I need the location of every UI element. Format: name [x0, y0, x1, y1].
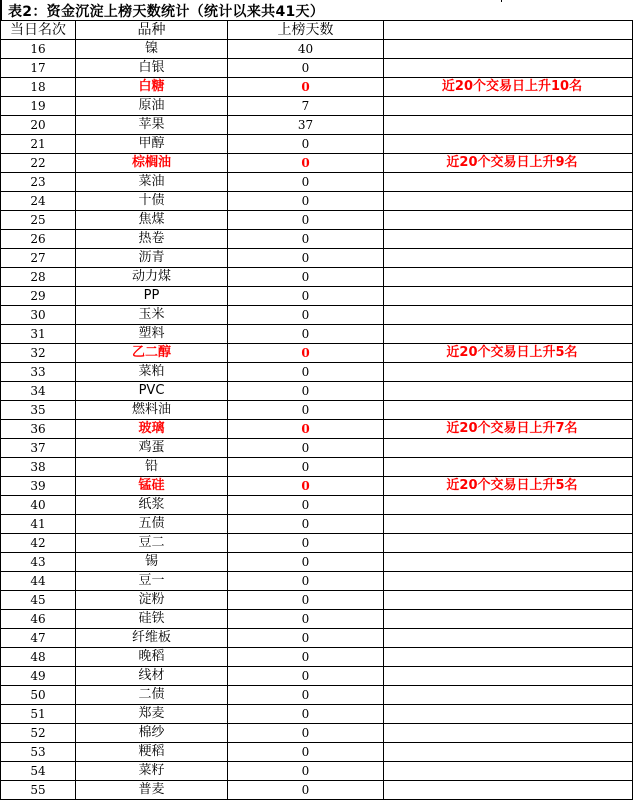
- table-row: [1, 667, 633, 686]
- days-cell[interactable]: 0: [228, 781, 384, 800]
- product-cell[interactable]: 棕榈油: [76, 154, 228, 173]
- rank-cell[interactable]: 37: [1, 439, 76, 458]
- days-cell[interactable]: 0: [228, 572, 384, 591]
- note-cell[interactable]: [384, 553, 633, 572]
- rank-cell[interactable]: 18: [1, 78, 76, 97]
- note-cell[interactable]: [384, 401, 633, 420]
- note-text: 近20个交易日上升5名: [446, 478, 578, 493]
- table-row: [1, 173, 633, 192]
- rank-cell[interactable]: 20: [1, 116, 76, 135]
- table-row: [1, 572, 633, 591]
- note-cell[interactable]: [384, 268, 633, 287]
- product-cell[interactable]: 乙二醇: [76, 344, 228, 363]
- note-cell[interactable]: [384, 59, 633, 78]
- days-cell[interactable]: 0: [228, 382, 384, 401]
- table-row: [1, 477, 633, 496]
- note-cell[interactable]: [384, 610, 633, 629]
- note-cell[interactable]: [384, 705, 633, 724]
- table-row: [1, 420, 633, 439]
- note-cell[interactable]: [384, 135, 633, 154]
- product-cell[interactable]: 菜油: [76, 173, 228, 192]
- table-row: [1, 401, 633, 420]
- rank-cell[interactable]: 51: [1, 705, 76, 724]
- rank-cell[interactable]: 32: [1, 344, 76, 363]
- product-cell[interactable]: PP: [76, 287, 228, 306]
- rank-cell[interactable]: 39: [1, 477, 76, 496]
- table-row: [1, 154, 633, 173]
- table-row: [1, 211, 633, 230]
- days-cell[interactable]: 0: [228, 439, 384, 458]
- rank-cell[interactable]: 38: [1, 458, 76, 477]
- table-row: [1, 610, 633, 629]
- product-cell[interactable]: 铅: [76, 458, 228, 477]
- days-cell[interactable]: 0: [228, 344, 384, 363]
- table-row: [1, 515, 633, 534]
- ranking-table: [0, 20, 633, 800]
- product-cell[interactable]: 菜籽: [76, 762, 228, 781]
- days-cell[interactable]: 0: [228, 154, 384, 173]
- product-cell[interactable]: 纸浆: [76, 496, 228, 515]
- note-text: 近20个交易日上升10名: [441, 79, 583, 94]
- product-cell[interactable]: 玉米: [76, 306, 228, 325]
- note-cell[interactable]: [384, 363, 633, 382]
- note-cell[interactable]: [384, 534, 633, 553]
- note-cell[interactable]: [384, 629, 633, 648]
- title-cell-divider-mark: [501, 0, 502, 2]
- days-cell[interactable]: 0: [228, 515, 384, 534]
- days-cell[interactable]: 0: [228, 648, 384, 667]
- header-days[interactable]: 上榜天数: [228, 21, 384, 40]
- table-row: [1, 344, 633, 363]
- note-cell[interactable]: [384, 116, 633, 135]
- product-cell[interactable]: 粳稻: [76, 743, 228, 762]
- note-cell[interactable]: [384, 154, 633, 173]
- days-cell[interactable]: 0: [228, 192, 384, 211]
- days-cell[interactable]: 0: [228, 591, 384, 610]
- table-row: [1, 116, 633, 135]
- product-cell[interactable]: 原油: [76, 97, 228, 116]
- note-cell[interactable]: [384, 496, 633, 515]
- days-cell[interactable]: 0: [228, 724, 384, 743]
- product-cell[interactable]: 二债: [76, 686, 228, 705]
- table-row: [1, 287, 633, 306]
- product-cell[interactable]: 豆一: [76, 572, 228, 591]
- days-cell[interactable]: 0: [228, 420, 384, 439]
- table-row: [1, 534, 633, 553]
- table-row: [1, 382, 633, 401]
- rank-cell[interactable]: 23: [1, 173, 76, 192]
- header-row: [1, 21, 633, 40]
- days-cell[interactable]: 37: [228, 116, 384, 135]
- table-row: [1, 306, 633, 325]
- table-row: [1, 97, 633, 116]
- days-cell[interactable]: 0: [228, 667, 384, 686]
- table-row: [1, 648, 633, 667]
- table-row: [1, 249, 633, 268]
- table-row: [1, 705, 633, 724]
- days-cell[interactable]: 0: [228, 629, 384, 648]
- rank-cell[interactable]: 55: [1, 781, 76, 800]
- product-cell[interactable]: 镍: [76, 40, 228, 59]
- rank-cell[interactable]: 26: [1, 230, 76, 249]
- rank-cell[interactable]: 54: [1, 762, 76, 781]
- table-row: [1, 629, 633, 648]
- title-left-border: [0, 0, 2, 20]
- note-cell[interactable]: [384, 743, 633, 762]
- table-row: [1, 230, 633, 249]
- note-cell[interactable]: [384, 515, 633, 534]
- days-cell[interactable]: 0: [228, 306, 384, 325]
- table-row: [1, 135, 633, 154]
- days-cell[interactable]: 40: [228, 40, 384, 59]
- note-cell[interactable]: [384, 724, 633, 743]
- product-cell[interactable]: 五债: [76, 515, 228, 534]
- rank-cell[interactable]: 49: [1, 667, 76, 686]
- rank-cell[interactable]: 17: [1, 59, 76, 78]
- rank-cell[interactable]: 25: [1, 211, 76, 230]
- rank-cell[interactable]: 29: [1, 287, 76, 306]
- days-cell[interactable]: 0: [228, 686, 384, 705]
- note-cell[interactable]: [384, 249, 633, 268]
- days-cell[interactable]: 0: [228, 135, 384, 154]
- product-cell[interactable]: 豆二: [76, 534, 228, 553]
- rank-cell[interactable]: 46: [1, 610, 76, 629]
- days-cell[interactable]: 0: [228, 268, 384, 287]
- header-rank[interactable]: 当日名次: [1, 21, 76, 40]
- days-cell[interactable]: 0: [228, 325, 384, 344]
- product-cell[interactable]: 白糖: [76, 78, 228, 97]
- product-cell[interactable]: 沥青: [76, 249, 228, 268]
- table-row: [1, 439, 633, 458]
- note-cell[interactable]: [384, 344, 633, 363]
- product-cell[interactable]: 鸡蛋: [76, 439, 228, 458]
- rank-cell[interactable]: 34: [1, 382, 76, 401]
- days-cell[interactable]: 0: [228, 534, 384, 553]
- rank-cell[interactable]: 45: [1, 591, 76, 610]
- product-cell[interactable]: 动力煤: [76, 268, 228, 287]
- rank-cell[interactable]: 30: [1, 306, 76, 325]
- days-cell[interactable]: 0: [228, 363, 384, 382]
- product-cell[interactable]: 棉纱: [76, 724, 228, 743]
- title-row: [0, 0, 633, 21]
- note-cell[interactable]: [384, 686, 633, 705]
- days-cell[interactable]: 0: [228, 78, 384, 97]
- product-cell[interactable]: 焦煤: [76, 211, 228, 230]
- days-cell[interactable]: 0: [228, 249, 384, 268]
- note-text: 近20个交易日上升5名: [446, 345, 578, 360]
- note-cell[interactable]: [384, 173, 633, 192]
- days-cell[interactable]: 0: [228, 762, 384, 781]
- rank-cell[interactable]: 19: [1, 97, 76, 116]
- days-cell[interactable]: 0: [228, 287, 384, 306]
- note-cell[interactable]: [384, 97, 633, 116]
- rank-cell[interactable]: 42: [1, 534, 76, 553]
- product-cell[interactable]: 郑麦: [76, 705, 228, 724]
- days-cell[interactable]: 0: [228, 59, 384, 78]
- note-cell[interactable]: [384, 648, 633, 667]
- table-row: [1, 40, 633, 59]
- rank-cell[interactable]: 28: [1, 268, 76, 287]
- days-cell[interactable]: 0: [228, 496, 384, 515]
- days-cell[interactable]: 7: [228, 97, 384, 116]
- note-cell[interactable]: [384, 230, 633, 249]
- table-row: [1, 743, 633, 762]
- table-row: [1, 496, 633, 515]
- table-row: [1, 325, 633, 344]
- days-cell[interactable]: 0: [228, 705, 384, 724]
- product-cell[interactable]: 甲醇: [76, 135, 228, 154]
- rank-cell[interactable]: 35: [1, 401, 76, 420]
- table-row: [1, 762, 633, 781]
- rank-cell[interactable]: 36: [1, 420, 76, 439]
- table-row: [1, 724, 633, 743]
- rank-cell[interactable]: 44: [1, 572, 76, 591]
- days-cell[interactable]: 0: [228, 458, 384, 477]
- days-cell[interactable]: 0: [228, 743, 384, 762]
- note-text: 近20个交易日上升9名: [446, 155, 578, 170]
- rank-cell[interactable]: 27: [1, 249, 76, 268]
- table-row: [1, 363, 633, 382]
- table-body: [1, 40, 633, 800]
- note-cell[interactable]: [384, 477, 633, 496]
- note-cell[interactable]: [384, 439, 633, 458]
- rank-cell[interactable]: 24: [1, 192, 76, 211]
- product-cell[interactable]: 十债: [76, 192, 228, 211]
- days-cell[interactable]: 0: [228, 553, 384, 572]
- table-row: [1, 591, 633, 610]
- product-cell[interactable]: 锰硅: [76, 477, 228, 496]
- table-row: [1, 192, 633, 211]
- note-cell[interactable]: [384, 591, 633, 610]
- product-cell[interactable]: 纤维板: [76, 629, 228, 648]
- rank-cell[interactable]: 52: [1, 724, 76, 743]
- note-cell[interactable]: [384, 762, 633, 781]
- rank-cell[interactable]: 47: [1, 629, 76, 648]
- rank-cell[interactable]: 50: [1, 686, 76, 705]
- product-cell[interactable]: 菜粕: [76, 363, 228, 382]
- note-text: 近20个交易日上升7名: [446, 421, 578, 436]
- note-cell[interactable]: [384, 667, 633, 686]
- rank-cell[interactable]: 31: [1, 325, 76, 344]
- table-row: [1, 458, 633, 477]
- product-cell[interactable]: 玻璃: [76, 420, 228, 439]
- product-cell[interactable]: 硅铁: [76, 610, 228, 629]
- product-cell[interactable]: 苹果: [76, 116, 228, 135]
- note-cell[interactable]: [384, 325, 633, 344]
- note-cell[interactable]: [384, 211, 633, 230]
- note-cell[interactable]: [384, 192, 633, 211]
- product-cell[interactable]: PVC: [76, 382, 228, 401]
- note-cell[interactable]: [384, 40, 633, 59]
- note-cell[interactable]: [384, 458, 633, 477]
- rank-cell[interactable]: 48: [1, 648, 76, 667]
- product-cell[interactable]: 燃料油: [76, 401, 228, 420]
- rank-cell[interactable]: 16: [1, 40, 76, 59]
- table-row: [1, 59, 633, 78]
- rank-cell[interactable]: 53: [1, 743, 76, 762]
- table-row: [1, 781, 633, 800]
- note-cell[interactable]: [384, 420, 633, 439]
- days-cell[interactable]: 0: [228, 477, 384, 496]
- table-row: [1, 268, 633, 287]
- product-cell[interactable]: 塑料: [76, 325, 228, 344]
- product-cell[interactable]: 线材: [76, 667, 228, 686]
- days-cell[interactable]: 0: [228, 610, 384, 629]
- product-cell[interactable]: 淀粉: [76, 591, 228, 610]
- rank-cell[interactable]: 22: [1, 154, 76, 173]
- note-cell[interactable]: [384, 781, 633, 800]
- product-cell[interactable]: 白银: [76, 59, 228, 78]
- note-cell[interactable]: [384, 382, 633, 401]
- note-cell[interactable]: [384, 78, 633, 97]
- days-cell[interactable]: 0: [228, 211, 384, 230]
- note-cell[interactable]: [384, 287, 633, 306]
- table-title: 表2：资金沉淀上榜天数统计（统计以来共41天）: [8, 4, 325, 20]
- rank-cell[interactable]: 40: [1, 496, 76, 515]
- product-cell[interactable]: 晚稻: [76, 648, 228, 667]
- product-cell[interactable]: 热卷: [76, 230, 228, 249]
- table-row: [1, 553, 633, 572]
- note-cell[interactable]: [384, 306, 633, 325]
- rank-cell[interactable]: 21: [1, 135, 76, 154]
- days-cell[interactable]: 0: [228, 401, 384, 420]
- header-note[interactable]: [384, 21, 633, 40]
- rank-cell[interactable]: 43: [1, 553, 76, 572]
- header-product[interactable]: 品种: [76, 21, 228, 40]
- table-row: [1, 78, 633, 97]
- product-cell[interactable]: 普麦: [76, 781, 228, 800]
- days-cell[interactable]: 0: [228, 173, 384, 192]
- product-cell[interactable]: 锡: [76, 553, 228, 572]
- days-cell[interactable]: 0: [228, 230, 384, 249]
- rank-cell[interactable]: 33: [1, 363, 76, 382]
- note-cell[interactable]: [384, 572, 633, 591]
- table-row: [1, 686, 633, 705]
- rank-cell[interactable]: 41: [1, 515, 76, 534]
